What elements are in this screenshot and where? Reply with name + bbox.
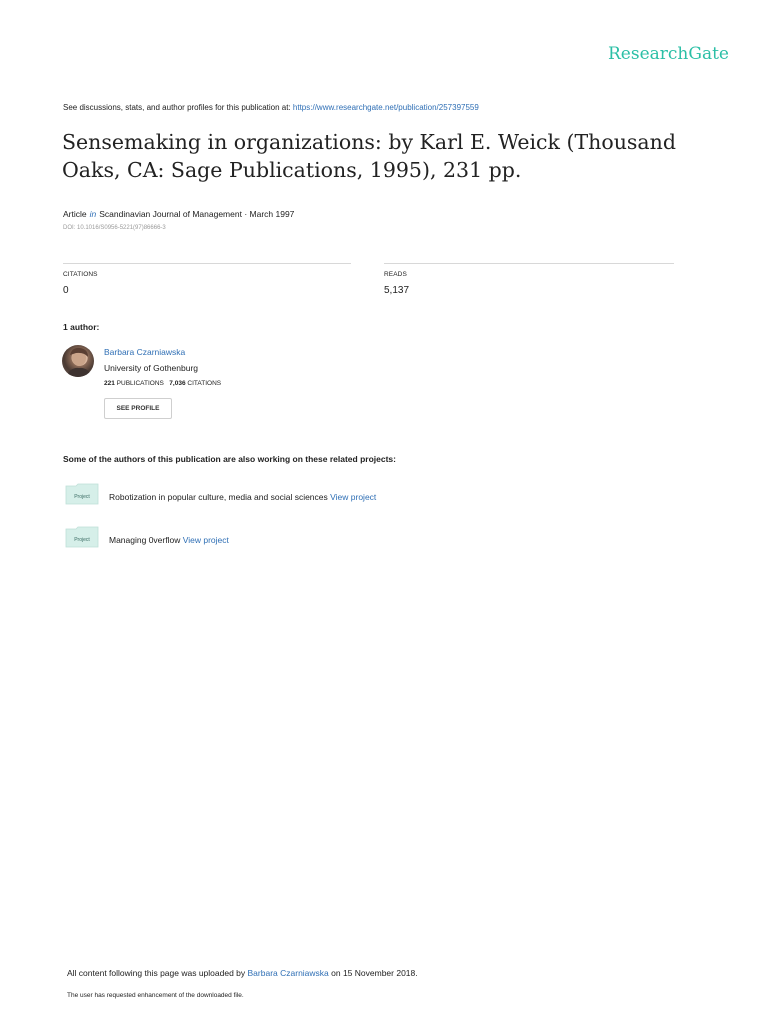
author-institution: University of Gothenburg [104,363,199,373]
reads-value: 5,137 [384,285,410,296]
researchgate-logo[interactable]: ResearchGate [608,44,729,64]
project-icon [65,526,99,553]
project-title: Managing 0verflow [109,535,181,545]
doi: DOI: 10.1016/S0956-5221(97)86666-3 [63,225,166,231]
project-icon [65,483,99,510]
project-icon-label: Project [74,494,90,500]
view-project-link[interactable]: View project [182,535,229,545]
discussion-prefix: See discussions, stats, and author profiles for this publication at: [63,103,293,112]
upload-prefix: All content following this page was uploaded by [67,968,248,978]
in-word: in [89,209,97,219]
publication-meta [63,209,294,219]
citations-label: CITATIONS [63,271,98,278]
author-publications-count: 221 [104,380,115,387]
publication-title: Sensemaking in organizations: by Karl E. Weick (Thousand Oaks, CA: Sage Publications, 1995), 231 pp. [62,130,676,182]
author-citations-count: 7,036 [169,380,186,387]
author-name-link[interactable]: Barbara Czarniawska [104,347,186,357]
author-publications-label: PUBLICATIONS [116,380,164,387]
authors-heading: 1 author: [63,322,100,332]
reads-label: READS [384,271,407,278]
enhancement-note: The user has requested enhancement of the downloaded file. [67,992,244,999]
view-project-link[interactable]: View project [330,492,377,502]
journal-and-date: Scandinavian Journal of Management · March 1997 [99,209,295,219]
author-avatar[interactable] [62,345,94,377]
publication-type: Article [63,209,87,219]
related-projects-heading: Some of the authors of this publication are also working on these related projects: [63,454,396,464]
project-title: Robotization in popular culture, media and social sciences [109,492,328,502]
upload-suffix: on 15 November 2018. [328,968,418,978]
project-icon-label: Project [74,537,90,543]
author-stats [104,380,221,387]
citations-value: 0 [63,285,69,296]
reads-divider [384,263,674,264]
discussion-notice [63,103,479,112]
project-row [109,492,376,502]
project-row [109,535,229,545]
upload-notice [67,968,418,978]
person-icon [62,345,94,377]
publication-url-link[interactable]: https://www.researchgate.net/publication/257397559 [292,103,479,112]
citations-divider [63,263,351,264]
see-profile-button[interactable]: SEE PROFILE [104,398,172,419]
author-citations-label: CITATIONS [187,380,222,387]
uploader-link[interactable]: Barbara Czarniawska [247,968,329,978]
